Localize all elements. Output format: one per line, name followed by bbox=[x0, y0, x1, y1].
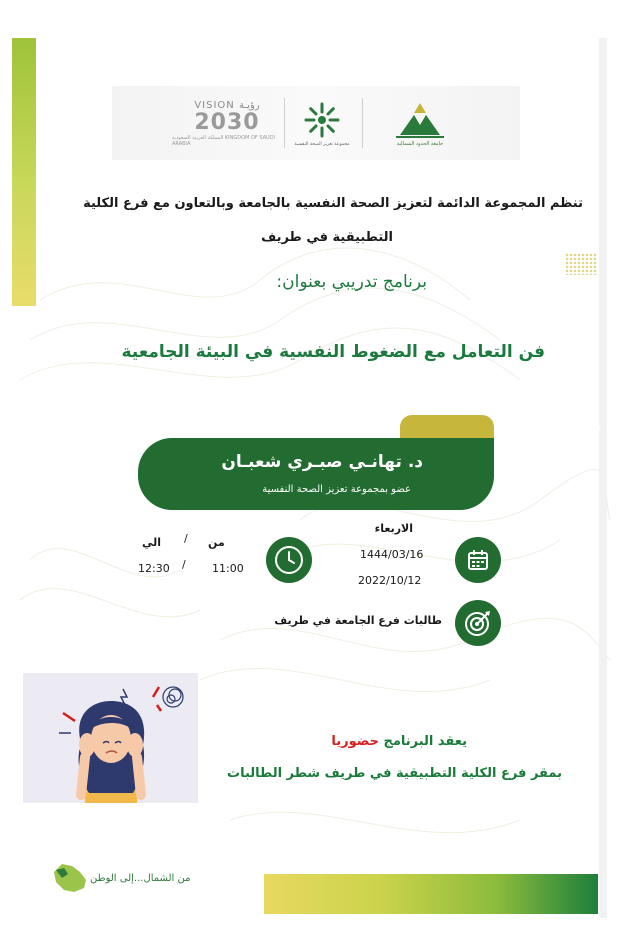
presenter-role: عضو بمجموعة تعزيز الصحة النفسية bbox=[262, 484, 411, 495]
audience-text: طالبات فرع الجامعة في طريف bbox=[274, 614, 442, 627]
calendar-icon bbox=[455, 537, 501, 583]
end-time: 12:30 bbox=[138, 562, 170, 575]
slash-separator: / bbox=[182, 558, 186, 571]
clock-icon bbox=[266, 537, 312, 583]
day-label: الاربعاء bbox=[374, 522, 413, 535]
university-logo bbox=[380, 86, 460, 160]
vision-subtitle: المملكة العربية السعودية KINGDOM OF SAUDI ARABIA bbox=[172, 134, 276, 147]
logo-strip bbox=[112, 86, 520, 160]
decorative-dots bbox=[565, 253, 597, 275]
footer-slogan: من الشمال...إلى الوطن bbox=[90, 873, 191, 884]
right-edge-bar bbox=[599, 38, 607, 918]
vision-year: 2030 bbox=[194, 109, 260, 135]
notice-highlight: حضوريا bbox=[331, 734, 379, 749]
vision-top-text: VISION رؤيـة bbox=[194, 99, 260, 111]
notice-line-2: بمقر فرع الكلية التطبيقية في طريف شطر الطالبات bbox=[227, 766, 562, 781]
left-accent-bar bbox=[12, 38, 36, 306]
logo-separator bbox=[362, 98, 363, 148]
presenter-box bbox=[138, 438, 494, 510]
logo-separator bbox=[284, 98, 285, 148]
hijri-date: 1444/03/16 bbox=[360, 548, 424, 561]
mental-health-group-caption: مجموعة تعزيز الصحة النفسية bbox=[294, 141, 350, 147]
notice-line-1 bbox=[331, 734, 467, 749]
from-label: من bbox=[208, 536, 225, 549]
gregorian-date: 2022/10/12 bbox=[358, 574, 422, 587]
bottom-accent-bar bbox=[264, 874, 598, 914]
target-icon bbox=[455, 600, 501, 646]
presenter-tab-label: تقدمها bbox=[569, 420, 601, 434]
stressed-woman-icon bbox=[23, 673, 198, 803]
program-label: برنامج تدريبي بعنوان: bbox=[276, 272, 427, 292]
mental-health-group-logo bbox=[292, 86, 352, 160]
university-caption: جامعة الحدود الشمالية bbox=[396, 141, 444, 147]
slash-separator: / bbox=[184, 532, 188, 545]
presenter-name: د. تهانـي صبـري شعبـان bbox=[221, 452, 423, 472]
to-label: الي bbox=[142, 536, 162, 549]
intro-line-1: تنظم المجموعة الدائمة لتعزيز الصحة النفسية بالجامعة وبالتعاون مع فرع الكلية bbox=[83, 196, 583, 211]
program-title: فن التعامل مع الضغوط النفسية في البيئة الجامعية bbox=[121, 342, 545, 362]
university-emblem-icon bbox=[394, 99, 446, 139]
stressed-woman-illustration bbox=[23, 673, 198, 803]
intro-line-2: التطبيقية في طريف bbox=[261, 230, 393, 245]
mental-health-emblem-icon bbox=[302, 100, 342, 140]
start-time: 11:00 bbox=[212, 562, 244, 575]
vision-2030-logo bbox=[172, 86, 282, 160]
notice-prefix: يعقد البرنامج bbox=[378, 734, 467, 749]
